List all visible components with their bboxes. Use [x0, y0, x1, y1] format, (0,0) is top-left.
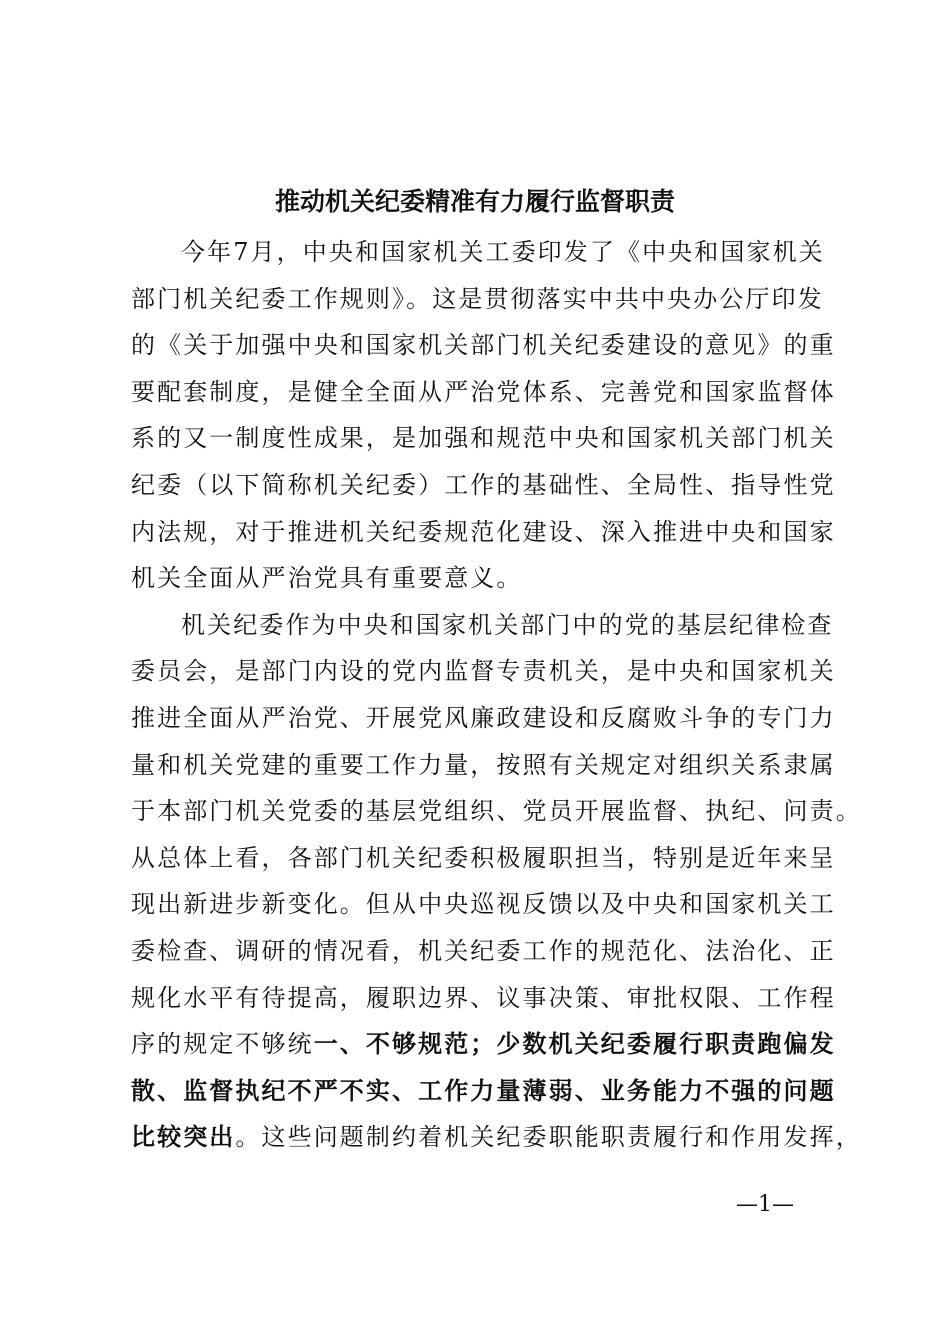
line-10-bold-text: 一、不够规范；少数机关纪委履行职责跑偏发	[313, 1030, 836, 1059]
paragraph-2-line-5: 于本部门机关党委的基层党组织、党员开展监督、执纪、问责。	[131, 797, 862, 826]
paragraph-2-line-3: 推进全面从严治党、开展党风廉政建设和反腐败斗争的专门力	[131, 703, 836, 732]
document-body	[131, 229, 862, 1161]
paragraph-2-line-7: 现出新进步新变化。但从中央巡视反馈以及中央和国家机关工	[131, 890, 836, 919]
document-title: 推动机关纪委精准有力履行监督职责	[274, 187, 675, 216]
line-12-normal-text: 。这些问题制约着机关纪委职能职责履行和作用发挥，	[235, 1123, 862, 1152]
paragraph-2-line-6: 从总体上看，各部门机关纪委积极履职担当，特别是近年来呈	[131, 843, 836, 872]
paragraph-2-line-2: 委员会，是部门内设的党内监督专责机关，是中央和国家机关	[131, 657, 836, 686]
paragraph-1-line-4: 要配套制度，是健全全面从严治党体系、完善党和国家监督体	[131, 377, 836, 406]
paragraph-2-line-11: 散、监督执纪不严不实、工作力量薄弱、业务能力不强的问题	[131, 1076, 836, 1105]
paragraph-2-line-12	[131, 1114, 862, 1161]
paragraph-2-line-8: 委检查、调研的情况看，机关纪委工作的规范化、法治化、正	[131, 936, 836, 965]
paragraph-2-line-1: 机关纪委作为中央和国家机关部门中的党的基层纪律检查	[181, 610, 834, 639]
paragraph-1-line-2: 部门机关纪委工作规则》。这是贯彻落实中共中央办公厅印发	[131, 284, 824, 313]
paragraph-2-line-9: 规化水平有待提高，履职边界、议事决策、审批权限、工作程	[131, 983, 836, 1012]
paragraph-1-line-3: 的《关于加强中央和国家机关部门机关纪委建设的意见》的重	[131, 331, 836, 360]
paragraph-2-line-4: 量和机关党建的重要工作力量，按照有关规定对组织关系隶属	[131, 750, 836, 779]
line-10-normal-text: 序的规定不够统	[131, 1030, 314, 1059]
page-number: —1—	[736, 1192, 794, 1217]
line-12-bold-text: 比较突出	[131, 1123, 236, 1152]
paragraph-1-line-7: 内法规，对于推进机关纪委规范化建设、深入推进中央和国家	[131, 517, 836, 546]
paragraph-1-line-6: 纪委（以下简称机关纪委）工作的基础性、全局性、指导性党	[131, 470, 836, 499]
paragraph-2-line-10	[131, 1021, 836, 1068]
paragraph-1-line-5: 系的又一制度性成果，是加强和规范中央和国家机关部门机关	[131, 424, 836, 453]
paragraph-1-line-8: 机关全面从严治党具有重要意义。	[131, 564, 523, 593]
paragraph-1-line-1: 今年7月，中央和国家机关工委印发了《中央和国家机关	[181, 238, 825, 266]
